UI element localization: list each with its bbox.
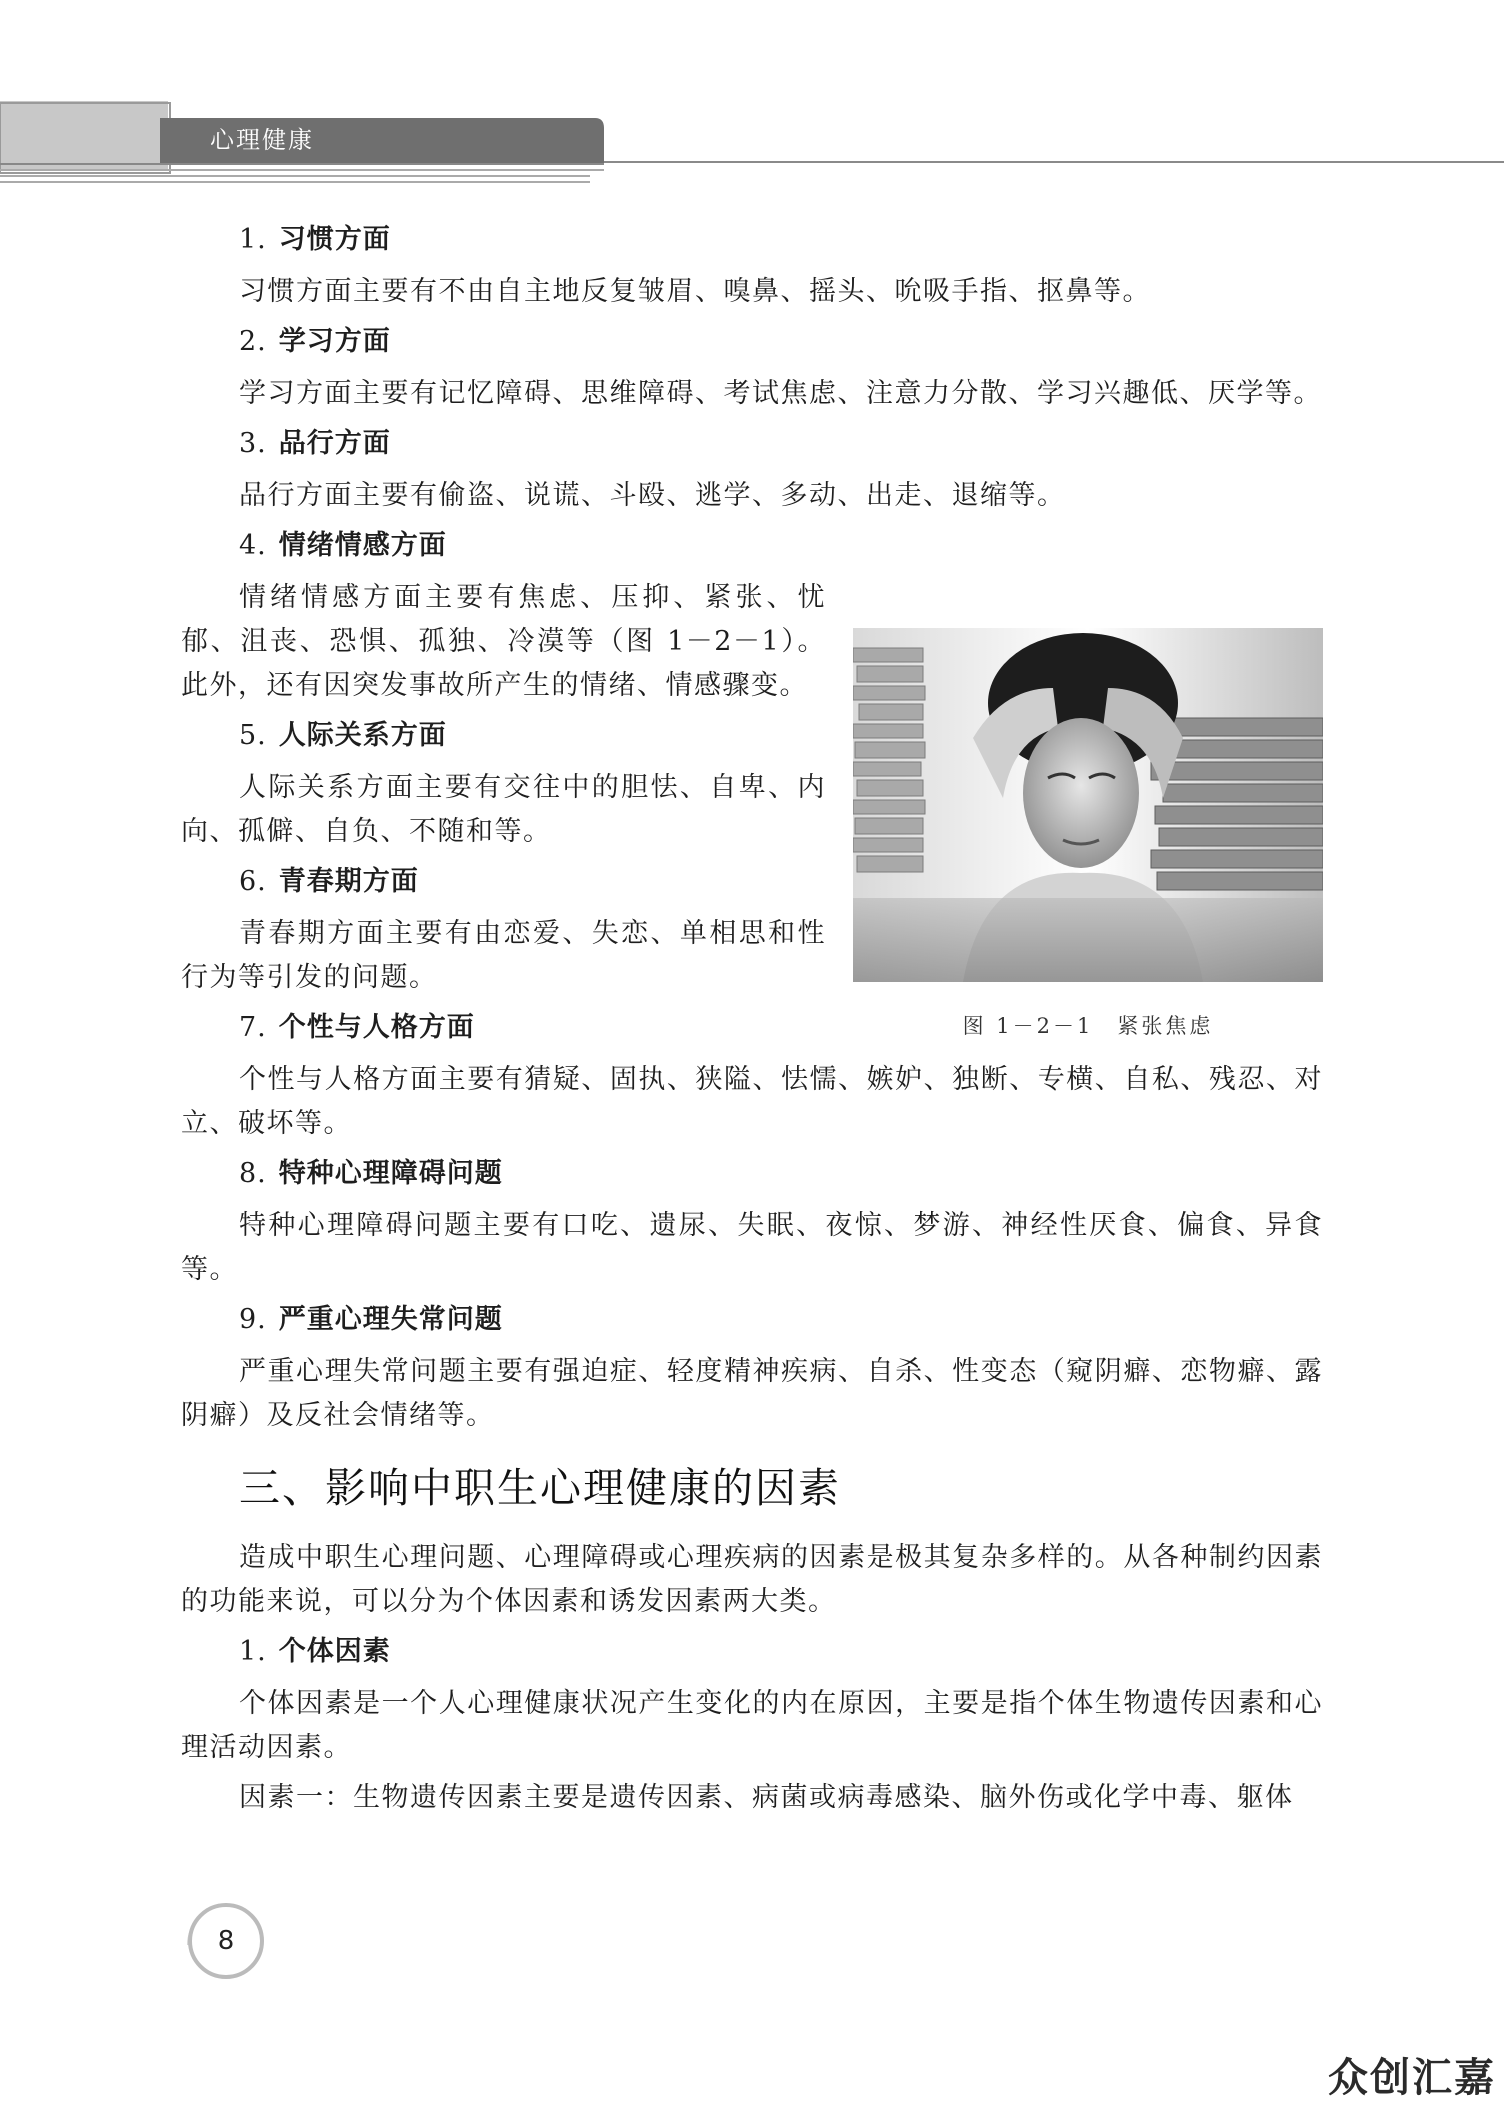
figure-caption: 图 1－2－1 紧张焦虑 — [962, 1014, 1214, 1038]
paragraph: 造成中职生心理问题、心理障碍或心理疾病的因素是极其复杂多样的。从各种制约因素的功能来说，可以分为个体因素和诱发因素两大类。 — [181, 1542, 1323, 1617]
paragraph: 严重心理失常问题主要有强迫症、轻度精神疾病、自杀、性变态（窥阴癖、恋物癖、露阴癖）及反社会情绪等。 — [181, 1356, 1323, 1431]
paragraph: 人际关系方面主要有交往中的胆怯、自卑、内向、孤僻、自负、不随和等。 — [181, 772, 826, 847]
paragraph: 学习方面主要有记忆障碍、思维障碍、考试焦虑、注意力分散、学习兴趣低、厌学等。 — [239, 378, 1322, 409]
section-heading-7: 7. 个性与人格方面 — [239, 1012, 475, 1043]
section-heading-6: 6. 青春期方面 — [239, 866, 419, 897]
section-heading-2: 2. 学习方面 — [239, 326, 391, 357]
header-decoration — [0, 0, 1504, 190]
running-header — [0, 0, 1504, 190]
paragraph: 个体因素是一个人心理健康状况产生变化的内在原因，主要是指个体生物遗传因素和心理活动因素。 — [181, 1688, 1323, 1763]
stressed-student-photo — [853, 628, 1323, 982]
paragraph: 特种心理障碍问题主要有口吃、遗尿、失眠、夜惊、梦游、神经性厌食、偏食、异食等。 — [181, 1210, 1323, 1285]
page-number: 8 — [188, 1903, 264, 1979]
section-heading-1: 1. 习惯方面 — [239, 224, 391, 255]
paragraph: 品行方面主要有偷盗、说谎、斗殴、逃学、多动、出走、退缩等。 — [239, 480, 1066, 511]
chapter-section-title: 三、影响中职生心理健康的因素 — [239, 1464, 841, 1512]
section-heading-4: 4. 情绪情感方面 — [239, 530, 447, 561]
header-title: 心理健康 — [210, 126, 314, 154]
section-heading-9: 9. 严重心理失常问题 — [239, 1304, 503, 1335]
section-heading-3: 3. 品行方面 — [239, 428, 391, 459]
section-heading-5: 5. 人际关系方面 — [239, 720, 447, 751]
watermark: 众创汇嘉 — [1328, 2055, 1496, 2101]
paragraph: 个性与人格方面主要有猜疑、固执、狭隘、怯懦、嫉妒、独断、专横、自私、残忍、对立、破坏等。 — [181, 1064, 1323, 1139]
figure — [853, 628, 1323, 1040]
paragraph: 青春期方面主要有由恋爱、失恋、单相思和性行为等引发的问题。 — [181, 918, 826, 993]
subsection-heading-individual: 1. 个体因素 — [239, 1636, 391, 1667]
paragraph: 习惯方面主要有不由自主地反复皱眉、嗅鼻、摇头、吮吸手指、抠鼻等。 — [239, 276, 1151, 307]
section-heading-8: 8. 特种心理障碍问题 — [239, 1158, 503, 1189]
paragraph: 情绪情感方面主要有焦虑、压抑、紧张、忧郁、沮丧、恐惧、孤独、冷漠等（图 1－2－1）。此外，还有因突发事故所产生的情绪、情感骤变。 — [181, 582, 826, 701]
paragraph: 因素一：生物遗传因素主要是遗传因素、病菌或病毒感染、脑外伤或化学中毒、躯体 — [239, 1782, 1294, 1813]
